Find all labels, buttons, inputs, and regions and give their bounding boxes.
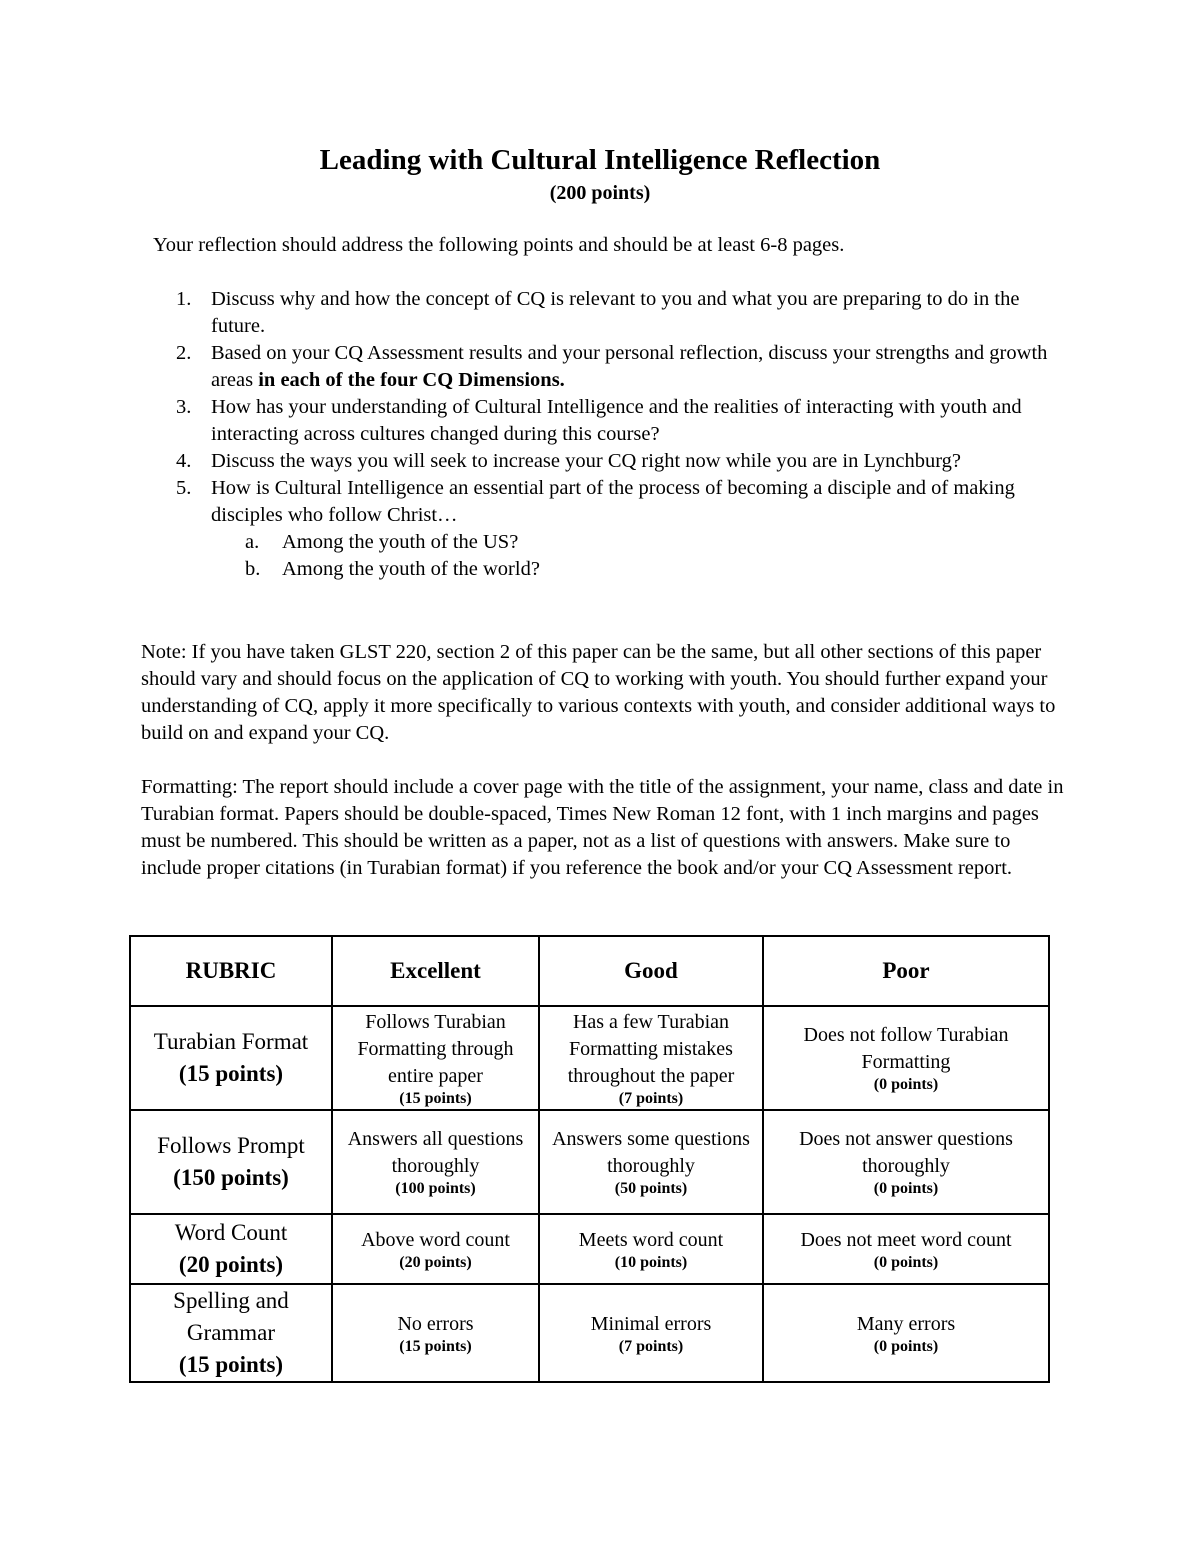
cell-points: (100 points)	[395, 1180, 476, 1197]
criterion-points: (20 points)	[178, 1252, 284, 1277]
cell-points: (0 points)	[873, 1076, 939, 1093]
rubric-header-cell: Excellent	[332, 936, 539, 1006]
cell-text: Answers all questions thoroughly	[347, 1128, 524, 1177]
rubric-cell	[763, 1284, 1049, 1382]
cell-text: Minimal errors	[590, 1312, 712, 1335]
list-number: 2.	[176, 342, 192, 364]
sub-list-letter: a.	[245, 531, 260, 553]
sub-list	[211, 529, 1070, 583]
rubric-cell	[539, 1214, 763, 1284]
cell-text: Meets word count	[578, 1228, 724, 1251]
formatting-paragraph: Formatting: The report should include a cover page with the title of the assignment, your name, class and date in Turabian format. Papers should be double-spaced, Times New Roman 12 font, with 1 inch margins and pages must be numbered. This should be written as a paper, not as a list of questions with answers. Make sure to include proper citations (in Turabian format) if you reference the book and/or your CQ Assessment report.	[141, 776, 1064, 879]
criterion-label: Spelling and Grammar	[173, 1288, 289, 1345]
rubric-table	[129, 935, 1050, 1383]
rubric-cell	[763, 1006, 1049, 1110]
list-number: 1.	[176, 288, 192, 310]
cell-text: Has a few Turabian Formatting mistakes throughout the paper	[567, 1010, 735, 1087]
cell-points: (0 points)	[873, 1180, 939, 1197]
rubric-cell	[539, 1284, 763, 1382]
rubric-row	[130, 1006, 1049, 1110]
rubric-criterion	[130, 1284, 332, 1382]
rubric-cell	[332, 1006, 539, 1110]
sub-list-item-text: Among the youth of the US?	[282, 531, 519, 553]
document-subtitle: (200 points)	[549, 182, 651, 204]
criterion-points: (15 points)	[178, 1352, 284, 1377]
rubric-criterion	[130, 1214, 332, 1284]
rubric-row	[130, 1284, 1049, 1382]
criterion-points: (15 points)	[178, 1061, 284, 1086]
cell-points: (7 points)	[618, 1337, 684, 1355]
cell-points: (20 points)	[399, 1253, 472, 1271]
rubric-cell	[539, 1006, 763, 1110]
list-item-text: Based on your CQ Assessment results and your personal reflection, discuss your strengths and growth areas	[211, 342, 1048, 391]
rubric-cell	[332, 1284, 539, 1382]
rubric-row	[130, 1214, 1049, 1284]
cell-points: (0 points)	[873, 1253, 939, 1271]
criterion-label: Turabian Format	[153, 1029, 309, 1054]
cell-text: Does not meet word count	[800, 1228, 1012, 1251]
rubric-cell	[332, 1110, 539, 1214]
cell-text: Many errors	[856, 1312, 956, 1335]
rubric-criterion	[130, 1110, 332, 1214]
criterion-label: Word Count	[174, 1220, 288, 1245]
criterion-points: (150 points)	[173, 1165, 289, 1190]
cell-points: (10 points)	[614, 1253, 688, 1271]
list-item-text: How has your understanding of Cultural Intelligence and the realities of interacting with youth and interacting across cultures changed during this course?	[211, 396, 1022, 445]
list-item	[140, 475, 1070, 583]
rubric-row	[130, 1110, 1049, 1214]
list-item	[140, 340, 1070, 394]
document-title: Leading with Cultural Intelligence Reflection	[319, 144, 881, 176]
cell-points: (0 points)	[873, 1337, 939, 1355]
cell-points: (7 points)	[618, 1089, 684, 1107]
criterion-label: Follows Prompt	[157, 1133, 305, 1158]
rubric-cell	[763, 1214, 1049, 1284]
cell-text: Above word count	[361, 1228, 510, 1251]
rubric-header-cell: Good	[539, 936, 763, 1006]
cell-points: (50 points)	[614, 1180, 688, 1197]
list-item	[140, 286, 1070, 340]
sub-list-letter: b.	[245, 558, 261, 580]
requirements-list	[140, 286, 1070, 583]
sub-list-item-text: Among the youth of the world?	[282, 558, 540, 580]
cell-points: (15 points)	[399, 1337, 472, 1355]
rubric-cell	[332, 1214, 539, 1284]
list-item-emphasis: in each of the four CQ Dimensions.	[258, 369, 565, 391]
note-paragraph: Note: If you have taken GLST 220, section 2 of this paper can be the same, but all other sections of this paper should vary and should focus on the application of CQ to working with youth. You should further expand your understanding of CQ, apply it more specifically to various contexts with youth, and consider additional ways to build on and expand your CQ.	[141, 641, 1056, 744]
cell-text: Answers some questions thoroughly	[552, 1128, 750, 1177]
cell-text: Follows Turabian Formatting through entire paper	[357, 1010, 514, 1087]
intro-paragraph: Your reflection should address the following points and should be at least 6-8 pages.	[153, 234, 845, 256]
cell-text: Does not follow Turabian Formatting	[803, 1024, 1009, 1073]
list-number: 5.	[176, 477, 192, 499]
list-item-text: Discuss why and how the concept of CQ is relevant to you and what you are preparing to do in the future.	[211, 288, 1020, 337]
cell-text: Does not answer questions thoroughly	[799, 1128, 1013, 1177]
cell-text: No errors	[397, 1312, 474, 1335]
rubric-cell	[539, 1110, 763, 1214]
sub-list-item	[211, 529, 1070, 556]
rubric-header-cell: RUBRIC	[130, 936, 332, 1006]
list-item-text: Discuss the ways you will seek to increase your CQ right now while you are in Lynchburg?	[211, 450, 962, 472]
rubric-header-cell: Poor	[763, 936, 1049, 1006]
cell-points: (15 points)	[399, 1089, 472, 1107]
list-number: 4.	[176, 450, 192, 472]
rubric-header-row	[130, 936, 1049, 1006]
rubric-criterion	[130, 1006, 332, 1110]
list-number: 3.	[176, 396, 192, 418]
sub-list-item	[211, 556, 1070, 583]
list-item	[140, 448, 1070, 475]
list-item-text: How is Cultural Intelligence an essential part of the process of becoming a disciple and of making disciples who follow Christ…	[211, 477, 1015, 526]
list-item	[140, 394, 1070, 448]
rubric-cell	[763, 1110, 1049, 1214]
